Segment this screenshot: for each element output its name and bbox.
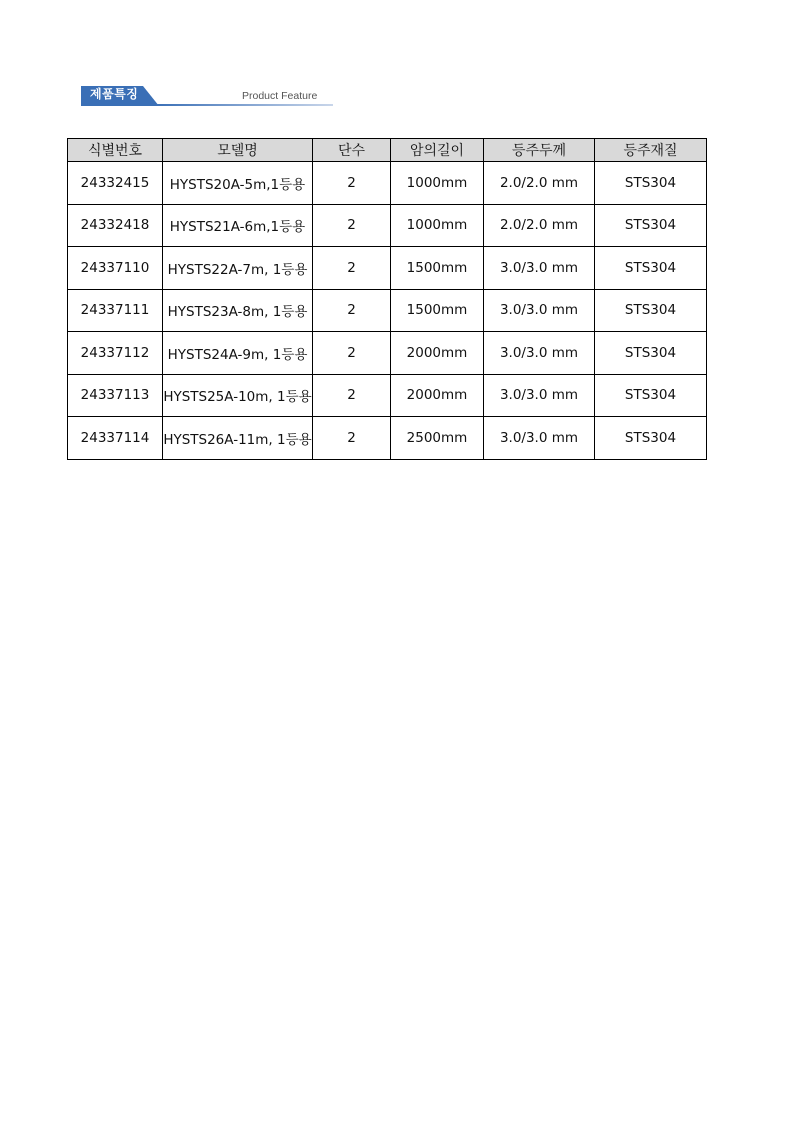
cell-id: 24337110 [68, 247, 163, 290]
header-pole-material: 등주재질 [595, 139, 707, 162]
cell-pole-thickness: 3.0/3.0 mm [484, 374, 595, 417]
cell-pole-thickness: 3.0/3.0 mm [484, 289, 595, 332]
cell-stages: 2 [313, 374, 391, 417]
header-id: 식별번호 [68, 139, 163, 162]
feature-divider [155, 104, 333, 106]
cell-id: 24332418 [68, 204, 163, 247]
header-arm-length: 암의길이 [391, 139, 484, 162]
cell-id: 24332415 [68, 162, 163, 205]
cell-pole-thickness: 3.0/3.0 mm [484, 247, 595, 290]
cell-pole-material: STS304 [595, 204, 707, 247]
table-row [68, 204, 707, 247]
cell-model: HYSTS25A-10m, 1등용 [163, 374, 313, 417]
cell-model: HYSTS22A-7m, 1등용 [163, 247, 313, 290]
cell-id: 24337112 [68, 332, 163, 375]
cell-pole-material: STS304 [595, 162, 707, 205]
cell-pole-material: STS304 [595, 289, 707, 332]
cell-arm-length: 1000mm [391, 204, 484, 247]
feature-subtitle: Product Feature [242, 90, 318, 102]
cell-id: 24337114 [68, 417, 163, 460]
header-stages: 단수 [313, 139, 391, 162]
cell-model: HYSTS24A-9m, 1등용 [163, 332, 313, 375]
cell-pole-material: STS304 [595, 374, 707, 417]
feature-tab-label: 제품특징 [90, 87, 139, 101]
table-row [68, 332, 707, 375]
product-feature-banner [81, 84, 334, 108]
cell-stages: 2 [313, 332, 391, 375]
cell-stages: 2 [313, 417, 391, 460]
cell-arm-length: 2000mm [391, 332, 484, 375]
cell-arm-length: 2500mm [391, 417, 484, 460]
cell-model: HYSTS20A-5m,1등용 [163, 162, 313, 205]
cell-pole-material: STS304 [595, 332, 707, 375]
cell-pole-thickness: 3.0/3.0 mm [484, 332, 595, 375]
header-model: 모델명 [163, 139, 313, 162]
table-row [68, 374, 707, 417]
cell-pole-thickness: 3.0/3.0 mm [484, 417, 595, 460]
cell-id: 24337111 [68, 289, 163, 332]
table-row [68, 162, 707, 205]
cell-stages: 2 [313, 162, 391, 205]
table-row [68, 289, 707, 332]
table-row [68, 417, 707, 460]
cell-arm-length: 2000mm [391, 374, 484, 417]
cell-pole-thickness: 2.0/2.0 mm [484, 204, 595, 247]
table-row [68, 247, 707, 290]
cell-pole-material: STS304 [595, 247, 707, 290]
cell-arm-length: 1500mm [391, 289, 484, 332]
cell-pole-material: STS304 [595, 417, 707, 460]
cell-arm-length: 1000mm [391, 162, 484, 205]
cell-model: HYSTS23A-8m, 1등용 [163, 289, 313, 332]
cell-model: HYSTS21A-6m,1등용 [163, 204, 313, 247]
cell-stages: 2 [313, 247, 391, 290]
header-pole-thickness: 등주두께 [484, 139, 595, 162]
product-spec-table [67, 138, 707, 460]
table-header-row [68, 139, 707, 162]
cell-id: 24337113 [68, 374, 163, 417]
cell-pole-thickness: 2.0/2.0 mm [484, 162, 595, 205]
cell-model: HYSTS26A-11m, 1등용 [163, 417, 313, 460]
cell-stages: 2 [313, 204, 391, 247]
cell-stages: 2 [313, 289, 391, 332]
cell-arm-length: 1500mm [391, 247, 484, 290]
